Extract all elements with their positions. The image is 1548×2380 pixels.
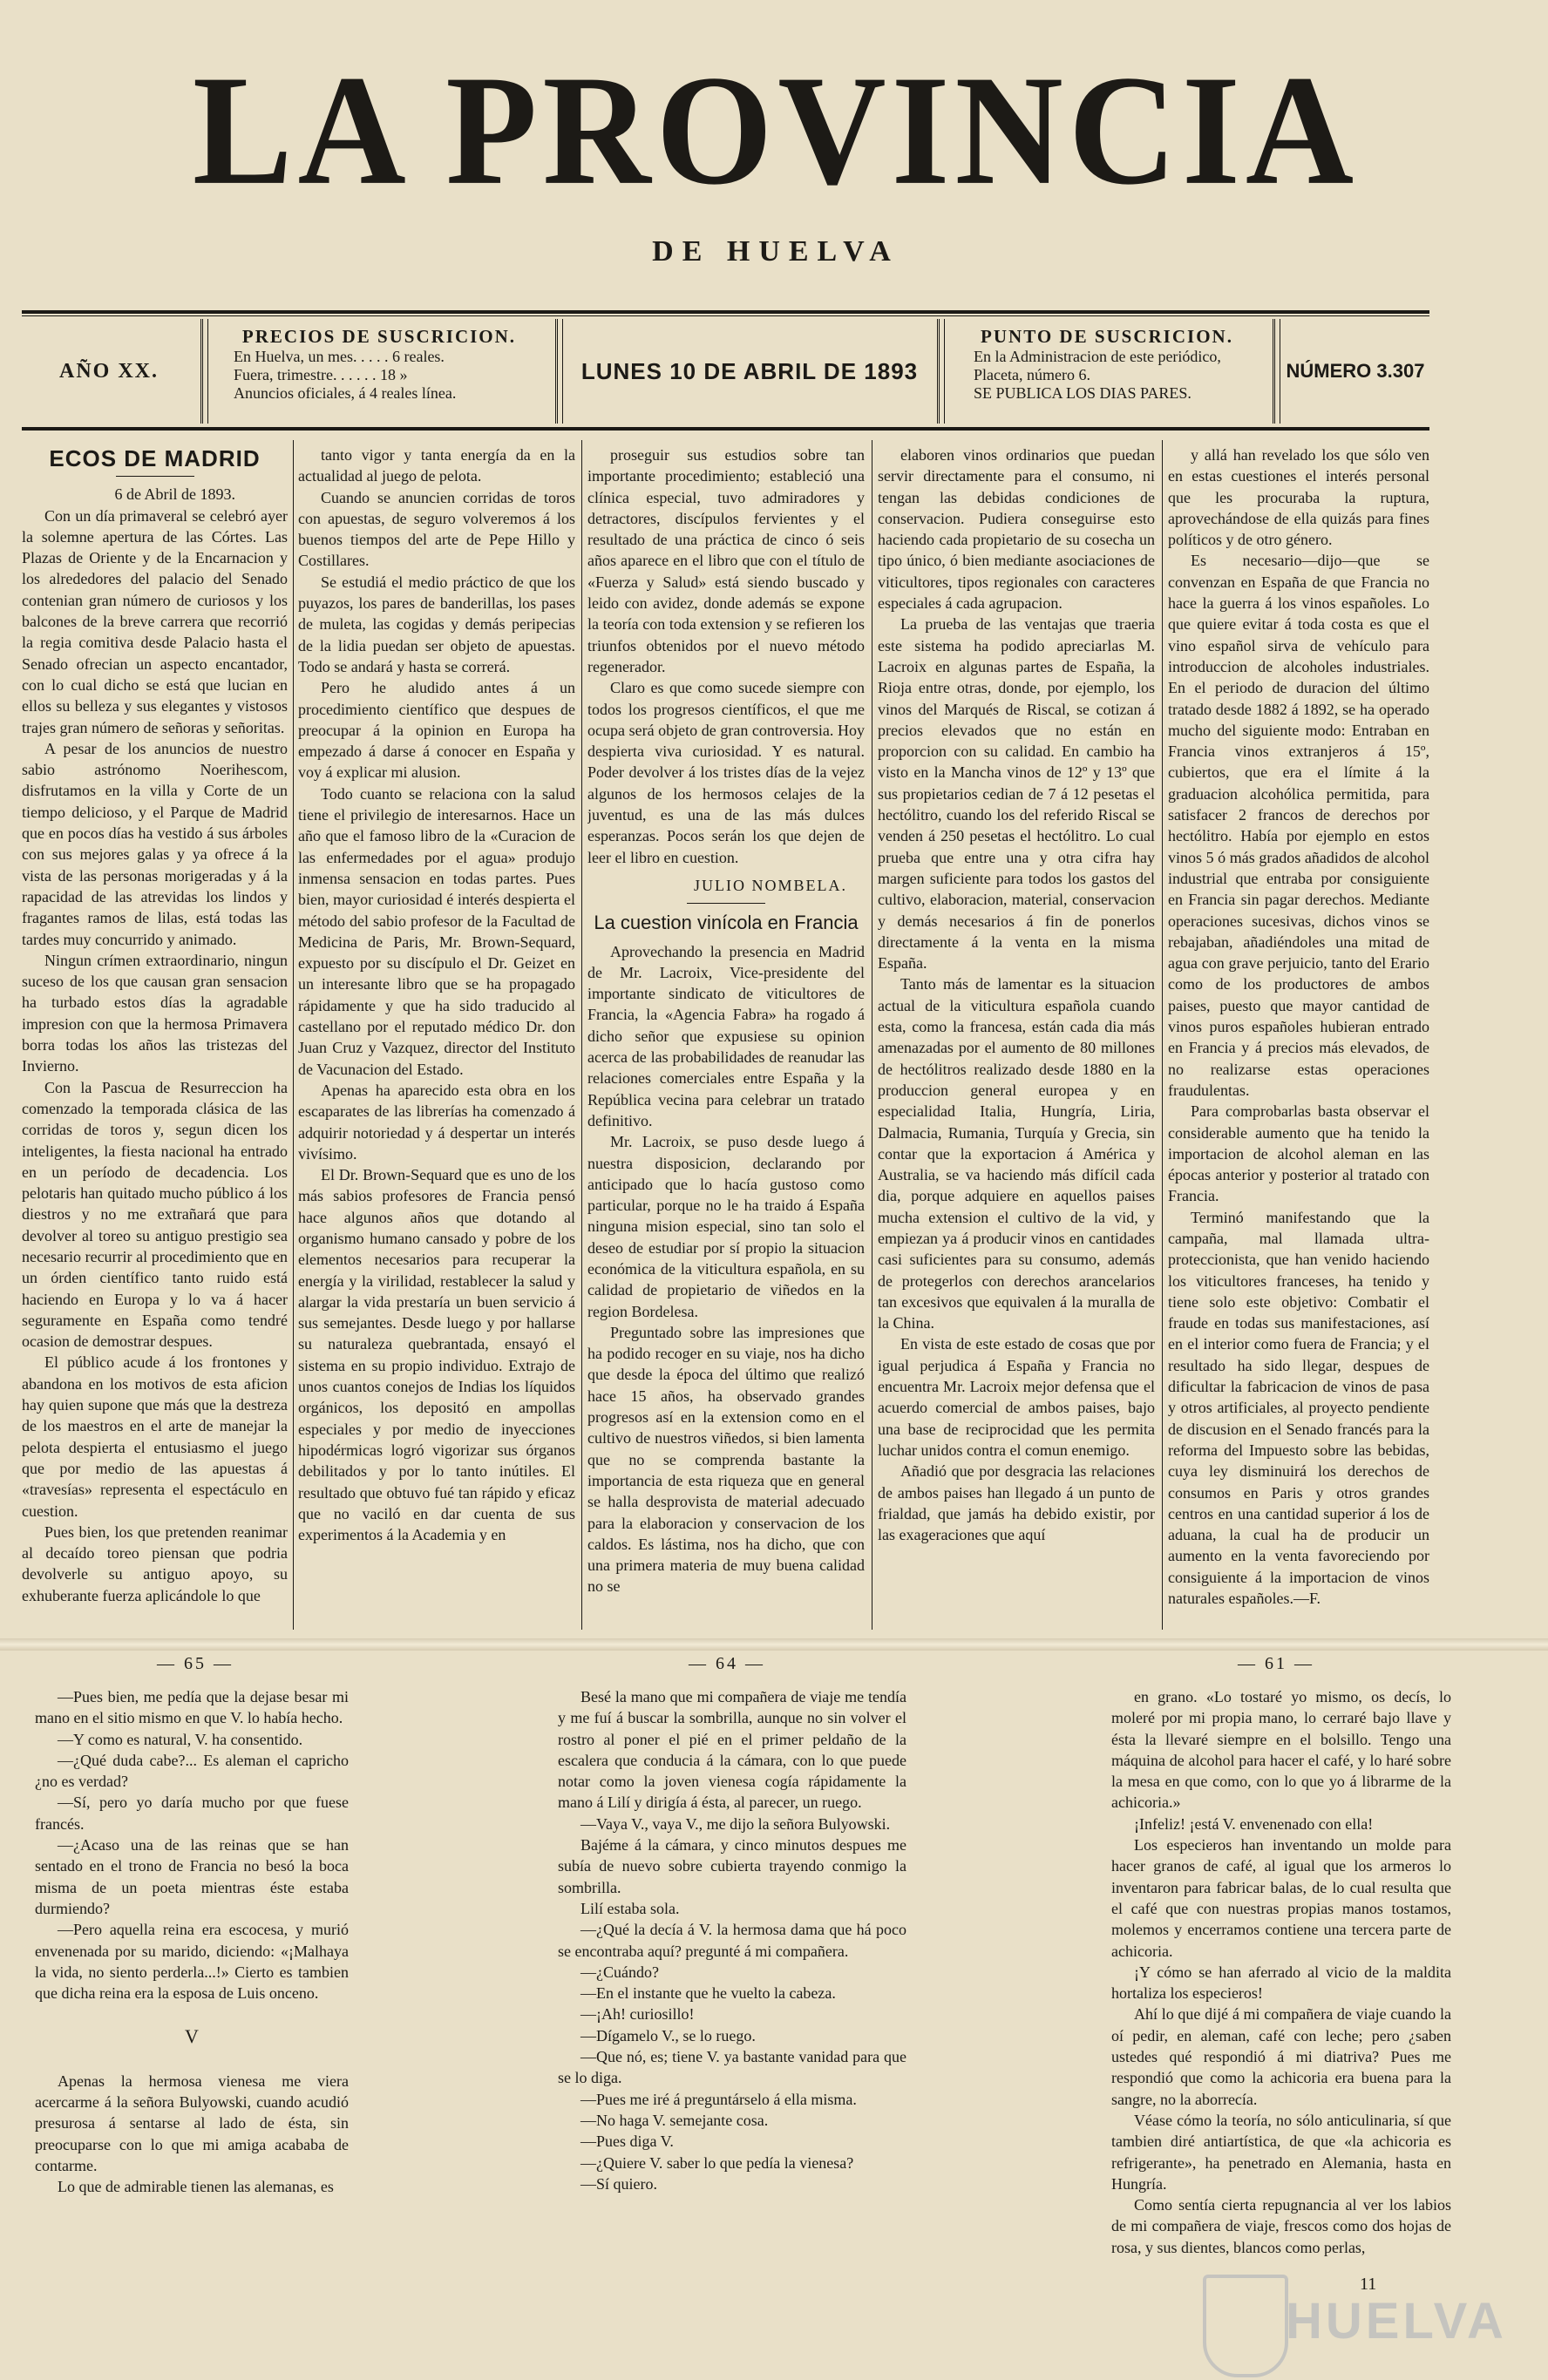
punto-line: En la Administracion de este periódico, [974,348,1221,365]
paragraph: —Vaya V., vaya V., me dijo la señora Bulyowski. [580,1814,891,1833]
paragraph: —Sí, pero yo daría mucho por que fuese francés. [35,1793,349,1833]
paragraph: —Sí quiero. [580,2174,657,2193]
paragraph: —Pero aquella reina era escocesa, y murió envenenada por su marido, diciendo: «¡Malhaya la vida, no siento perderla...!» Cierto es tambien que dicha reina era la esposa de Luis onceno. [35,1921,349,2003]
info-bottom-rule [22,427,1429,431]
paragraph: ¡Infeliz! ¡está V. envenenado con ella! [1134,1814,1374,1833]
column-rule [1162,440,1163,1630]
paragraph: —¿Cuándo? [580,1963,659,1981]
paragraph: Bajéme á la cámara, y cinco minutos despues me subía de nuevo sobre cubierta trayendo conmigo la sombrilla. [558,1836,906,1896]
paragraph: Todo cuanto se relaciona con la salud tiene el privilegio de interesarnos. Hace un año que el famoso libro de la «Curacion de las enfermedades por el agua» produjo inmensa sensacion en todas partes. Pues bien, mayor curiosidad é interés despierta el método del sabio profesor de la Facultad de Medicina de Paris, Mr. Brown-Sequard, expuesto por su discípulo el Dr. Geizet en un interesante libro que se ha propagado rápidamente y que ha sido traducido al castellano por el reputado médico Dr. don Juan Cruz y Vazquez, director del Instituto de Vacunacion del Estado. [298,784,575,1078]
paragraph: Claro es que como sucede siempre con todos los progresos científicos, el que me ocupa será objeto de gran controversia. Hoy despierta viva curiosidad. Y es natural. Poder devolver á los tristes días de la vejez algunos de los hermosos celajes de la juventud, es una de las más dulces esperanzas. Pocos serán los que dejen de leer el libro en cuestion. [587,679,865,866]
paragraph: Lo que de admirable tienen las alemanas, es [58,2178,334,2196]
article-subheading: La cuestion vinícola en Francia [594,912,859,934]
chapter-number: V [185,2025,199,2048]
column-4 [878,444,1155,1625]
paragraph: Pues bien, los que pretenden reanimar al decaído toreo piensan que podria devolverle su antiguo apoyo, su exhuberante fuerza aplicándole lo que [22,1522,288,1604]
punto-line: Placeta, número 6. [974,366,1090,383]
info-bar [22,319,1429,424]
paragraph: Tanto más de lamentar es la situacion actual de la viticultura española cuando esta, como la francesa, están cada dia más amenazadas por el aumento de 80 millones de hectólitros realizado desde 1880 en la produccion general europea y en especialidad Italia, Hungría, Liria, Dalmacia, Rumania, Turquía y Grecia, sin contar que la exportacion á América y Australia, se va haciendo más difícil cada dia, porque adquiere en aquellos paises mucha extension el cultivo de la vid, y empiezan ya á producir vinos en cantidades casi suficientes para su consumo, además de protegerlos con derechos arancelarios tan excesivos que equivalen á la muralla de la China. [878,975,1155,1332]
folletin-middle-column [558,1686,906,2349]
year-label: AÑO XX. [59,359,159,383]
section-rule [687,903,765,904]
price-line: Fuera, trimestre. . . . . . 18 » [234,366,408,383]
paragraph: Mr. Lacroix, se puso desde luego á nuestra disposicion, declarando por anticipado que lo hacía gustoso como particular, porque no le ha traido á España ninguna mision especial, sino tan solo el deseo de estudiar por sí propio la situacion económica de la viticultura española, en su calidad de propietario de viñedos en la region Bordelesa. [587,1133,865,1320]
punto-header: PUNTO DE SUSCRICION. [981,326,1233,347]
folletin-left-column [35,1686,349,2349]
heading-rule [116,476,194,477]
column-rule [581,440,582,1630]
coat-of-arms-icon [1203,2275,1288,2377]
info-divider [937,319,945,424]
column-3 [587,444,865,1625]
paragraph: Besé la mano que mi compañera de viaje me tendía y me fuí á buscar la sombrilla, aunque no sin volver el rostro al poner el pié en el primer peldaño de la escalera que conducia á la cámara, con lo que puede notar como la joven vienesa cogía rápidamente la mano á Lilí y dirigía á ésta, al parecer, un ruego. [558,1688,906,1812]
paragraph: —Pues diga V. [580,2133,674,2151]
paragraph: Ningun crímen extraordinario, ningun suceso de los que causan gran sensacion ha turbado estos días la agradable impresion con que la hermosa Primavera borra todas los años las tristezas del Invierno. [22,951,288,1075]
paragraph: —No haga V. semejante cosa. [580,2111,769,2129]
top-rule-thin [22,315,1429,316]
paragraph: Preguntado sobre las impresiones que ha podido recoger en su viaje, nos ha dicho que desde la época del último que realizó hace 15 años, ha observado grandes progresos así en la extension como en el cultivo de nuestros viñedos, si bien lamenta que no se comprenda bastante la importancia de esta riqueza que en general se halla desprovista de material adecuado para la elaboracion y conservacion de los caldos. Es lástima, nos ha dicho, que con una primera materia de muy buena calidad no se [587,1323,865,1596]
signature: JULIO NOMBELA. [694,876,847,894]
page-number: 11 [1360,2275,1377,2294]
paragraph: —En el instante que he vuelto la cabeza. [580,1984,836,2003]
top-rule [22,310,1429,314]
punto-line: SE PUBLICA LOS DIAS PARES. [974,384,1192,402]
paragraph: en grano. «Lo tostaré yo mismo, os decís, lo moleré por mi propia mano, lo cerraré bajo llave y ésta la llevaré siempre en el bolsillo. Tengo una máquina de alcohol para hacer el café, y lo haré sobre la mesa en que como, con lo que yo á librarme de la achicoria.» [1111,1688,1451,1812]
paragraph: El público acude á los frontones y abandona en los motivos de esta aficion hay quien supone que más que la destreza de los maestros en el arte de manejar la pelota despierta el entusiasmo el juego que por medio de las apuestas á «travesías» representa el espectáculo en cuestion. [22,1353,288,1520]
subscription-prices [209,319,549,424]
paragraph: —¿Qué duda cabe?... Es aleman el capricho ¿no es verdad? [35,1751,349,1791]
info-divider [1273,319,1280,424]
paragraph: La prueba de las ventajas que traeria este sistema ha podido apreciarlas M. Lacroix en algunas partes de España, la Rioja entre otras, donde, por ejemplo, los vinos del Marqués de Riscal, se cotizan á precios elevados que no están en proporcion con su calidad. En cambio ha visto en la Mancha vinos de 12º y 13º que sus propietarios cedian de 7 á 12 pesetas el hectólitro, cuando los del referido Riscal se venden á 250 pesetas el hectólitro. Lo cual prueba que entre una y otra cifra hay margen suficiente para todos los gastos del cultivo, elaboracion, material, conservacion y demás necesarios á fin de ponerlos directamente á la venta en la misma España. [878,615,1155,973]
paragraph: —Y como es natural, V. ha consentido. [58,1730,303,1748]
paragraph: —¿Acaso una de las reinas que se han sentado en el trono de Francia no besó la boca misma de un poeta mientras éste estaba durmiendo? [35,1836,349,1917]
folletin-right-column [1111,1686,1451,2349]
folletin-page-number: — 65 — [157,1654,234,1673]
paragraph: Se estudiá el medio práctico de que los puyazos, los pares de banderillas, los pases de muleta, las cogidas y demás peripecias de la lidia puedan ser objeto de apuestas. Todo se andará y hasta se correrá. [298,573,575,675]
paragraph: Con un día primaveral se celebró ayer la solemne apertura de las Córtes. Las Plazas de Oriente y de la Encarnacion y los alrededores del palacio del Senado contenian gran número de curiosos y los balcones de la breve carrera que recorrió la regia comitiva desde Palacio hasta el Senado ofrecian un aspecto encantador, con lo cual dicho se está que lucian en ellos su belleza y sus elegantes y vistosos trajes gran número de señoras y señoritas. [22,506,288,736]
paragraph: —Dígamelo V., se lo ruego. [580,2026,756,2044]
paragraph: Apenas ha aparecido esta obra en los escaparates de las librerías ha comenzado á adquirir notoriedad y á despertar un interés vivísimo. [298,1081,575,1163]
paragraph: En vista de este estado de cosas que por igual perjudica á España y Francia no encuentra Mr. Lacroix mejor defensa que el acuerdo comercial de ambos paises, bajo una base de reciprocidad que les permita luchar unidos contra el comun enemigo. [878,1335,1155,1459]
folletin-page-number: — 61 — [1238,1654,1314,1673]
dateline: 6 de Abril de 1893. [114,485,235,504]
paragraph: El Dr. Brown-Sequard que es uno de los más sabios profesores de Francia pensó hace algunos años que dotando al organismo humano cansado y pobre de los elementos necesarios para recuperar la energía y la virilidad, restablecer la salud y alargar la vida prestaría un buen servicio á sus semejantes. Desde luego y por hallarse su naturaleza quebrantada, ensayó el sistema en su propio individuo. Extrajo de unos cuantos conejos de Indias los líquidos orgánicos, los depositó en ampollas especiales y por medio de inyecciones hipodérmicas logró vigorizar sus órganos debilitados y por lo tanto inútiles. El resultado que obtuvo fué tan rápido y eficaz que no vaciló en dar cuenta de sus experimentos á la Academia y en [298,1166,575,1544]
newspaper-title: LA PROVINCIA [192,44,1360,218]
info-divider [200,319,208,424]
column-1 [22,444,288,1625]
paragraph: Los especieros han inventando un molde para hacer granos de café, al igual que los armeros lo inventaron para fabricar balas, de lo cual resulta que el café que con nuestras propias manos tostamos, molemos y encerramos contiene una tercera parte de achicoria. [1111,1836,1451,1960]
paragraph: Pero he aludido antes á un procedimiento científico que despues de preocupar á la opinion en Europa ha empezado á darse á conocer en España y voy á explicar mi alusion. [298,679,575,782]
paragraph: —¡Ah! curiosillo! [580,2005,695,2024]
paragraph: proseguir sus estudios sobre tan importante procedimiento; estableció una clínica especial, tuvo admiradores y detractores, discípulos fervientes y el resultado de una práctica de cinco ó seis años aparece en el libro que con el título de «Fuerza y Salud» está siendo buscado y leido con avidez, donde además se expone la teoría con toda extension y se refieren los triunfos obtenidos por el nuevo método regenerador. [587,446,865,675]
column-rule [293,440,294,1630]
paragraph: —Pues bien, me pedía que la dejase besar mi mano en el sitio mismo en que V. lo había hecho. [35,1688,349,1727]
issue-date: LUNES 10 DE ABRIL DE 1893 [580,357,919,384]
issue-number: NÚMERO 3.307 [1286,360,1425,382]
price-line: Anuncios oficiales, á 4 reales línea. [234,384,457,402]
folletin-page-number: — 64 — [689,1654,765,1673]
paragraph: Como sentía cierta repugnancia al ver los labios de mi compañera de viaje, frescos como dos hojas de rosa, y sus dientes, blancos como perlas, [1111,2196,1451,2256]
prices-header: PRECIOS DE SUSCRICION. [241,326,517,347]
newspaper-subtitle: DE HUELVA [652,235,900,268]
paragraph: Añadió que por desgracia las relaciones de ambos paises han llegado á un punto de frialdad, que jamás ha debido existir, por las exageraciones que aquí [878,1462,1155,1544]
article-heading: ECOS DE MADRID [49,445,261,471]
paragraph: y allá han revelado los que sólo ven en estas cuestiones el interés personal que les procuraba la ruptura, aprovechándose de ella quizás para fines políticos y de otro género. [1168,446,1429,549]
subscription-point [946,319,1268,424]
paragraph: Aprovechando la presencia en Madrid de Mr. Lacroix, Vice-presidente del importante sindicato de viticultores de Francia, la «Agencia Fabra» ha rogado á dicho señor que expusiese su opinion acerca de las probabilidades de reanudar las relaciones comerciales entre España y la República vecina para celebrar un tratado definitivo. [587,942,865,1129]
paragraph: Ahí lo que dijé á mi compañera de viaje cuando la oí pedir, en aleman, café con leche; pero ¿saben ustedes qué respondió á mi diatriva? Pues me respondió que como la achicoria era buena para la sangre, no la aborrecía. [1111,2005,1451,2108]
paragraph: tanto vigor y tanta energía da en la actualidad al juego de pelota. [298,446,575,485]
paragraph: Con la Pascua de Resurreccion ha comenzado la temporada clásica de las corridas de toros y, segun dicen los inteligentes, la fiesta nacional ha entrado en un período de decadencia. Los pelotaris han quitado mucho público á los diestros y no me extrañará que para devolver al toreo su antiguo prestigio sea necesario recurrir al procedimiento que en un órden científico tanto ruido está haciendo en Europa y lo va á hacer seguramente en España como tendré ocasion de demostrar despues. [22,1078,288,1351]
paragraph: Véase cómo la teoría, no sólo anticulinaria, sí que tambien diré antiartística, de que «la achicoria es refrigerante», ha penetrado en Alemania, hasta en Hungría. [1111,2111,1451,2193]
paragraph: elaboren vinos ordinarios que puedan servir directamente para el consumo, ni tengan las debidas condiciones de conservacion. Pudiera conseguirse esto haciendo cada propietario de su cosecha un tipo único, ó bien mediante asociaciones de viticultores, tipos regionales con caracteres especiales á cada agrupacion. [878,446,1155,613]
info-divider [555,319,563,424]
paragraph: Lilí estaba sola. [580,1899,680,1917]
paragraph: —¿Quiere V. saber lo que pedía la vienesa? [580,2153,854,2172]
paragraph: Es necesario—dijo—que se convenzan en España de que Francia no hace la guerra á los vinos españoles. Lo que quiere evitar á toda costa es que el vino español sirva de vehículo para introduccion de alcoholes industriales. En el periodo de duracion del último tratado desde 1882 á 1892, se ha operado mucho del siguiente modo: Entraban en Francia vinos extranjeros á 15º, cubiertos, que era el límite á la graduacion alcohólica permitida, para satisfacer 2 francos de derechos por hectólitro. Había por ejemplo en estos vinos 5 ó más grados añadidos de alcohol industrial que entraba por consiguiente en Francia sin pagar derechos. Mediante operaciones sucesivas, dichos vinos se rebajaban, añadiéndoles una mitad de agua con grave perjuicio, tanto del Erario como de los productores de ambos paises, puesto que mayor cantidad de vinos puros españoles hubieran entrado en Francia y á precios más elevados, de no realizarse estas operaciones fraudulentas. [1168,552,1429,1099]
page-fold [0,1638,1548,1651]
paragraph: —Pues me iré á preguntárselo á ella misma. [580,2090,857,2108]
paragraph: Cuando se anuncien corridas de toros con apuestas, de seguro volveremos á los buenos tiempos del arte de Pepe Hillo y Costillares. [298,488,575,570]
paragraph: ¡Y cómo se han aferrado al vicio de la maldita hortaliza los especieros! [1111,1963,1451,2003]
library-watermark [1203,2275,1507,2370]
masthead [131,44,1421,268]
paragraph: —Que nó, es; tiene V. ya bastante vanidad para que se lo diga. [558,2048,906,2087]
watermark-word: HUELVA [1286,2293,1507,2349]
paragraph: A pesar de los anuncios de nuestro sabio astrónomo Noerihescom, disfrutamos en la villa y Corte de un tiempo delicioso, y el Parque de Madrid que en pocos días ha vestido á sus árboles con sus mejores galas y ya ofrece á la vista de las personas morigeradas y á la rapacidad de las atrevidas los lindos y fragantes ramos de lilas, está todas las tardes muy concurrido y animado. [22,739,288,948]
paragraph: Para comprobarlas basta observar el considerable aumento que ha tenido la importacion de alcohol aleman en las épocas anterior y posterior al tratado con Francia. [1168,1102,1429,1205]
paragraph: Apenas la hermosa vienesa me viera acercarme á la señora Bulyowski, cuando acudió presurosa á sentarse al lado de ésta, sin preocuparse con lo que mi amiga acababa de contarme. [35,2071,349,2174]
paragraph: —¿Qué la decía á V. la hermosa dama que há poco se encontraba aquí? pregunté á mi compañera. [558,1921,906,1960]
column-2 [298,444,575,1625]
column-5 [1168,444,1429,1625]
price-line: En Huelva, un mes. . . . . 6 reales. [234,348,445,365]
paragraph: Terminó manifestando que la campaña, mal llamada ultra-proteccionista, que han venido haciendo los viticultores franceses, ha tenido y tiene solo este objetivo: Combatir el fraude en todas sus manifestaciones, así en el interior como fuera de Francia; y el resultado ha sido llegar, despues de dificultar la fabricacion de vinos de pasa y otros artificiales, al proyecto pendiente de discusion en el Senado francés para la reforma del Impuesto sobre las bebidas, cuya ley disminuirá los derechos de consumos en Paris y otros grandes centros en una cantidad superior á los de aduana, la cual ha de producir un aumento en la venta favoreciendo por consiguiente á la importacion de vinos naturales españoles.—F. [1168,1208,1429,1608]
